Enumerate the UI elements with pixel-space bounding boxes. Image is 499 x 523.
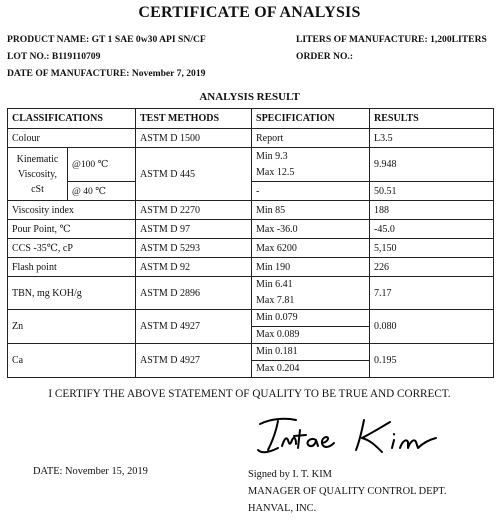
result-cell: 5,150 — [370, 239, 494, 258]
mfg-date-value: November 7, 2019 — [131, 68, 206, 79]
column-header: SPECIFICATION — [252, 109, 370, 129]
temperature-cell: @ 40 ℃ — [68, 182, 136, 201]
spec-cell — [252, 148, 370, 182]
mfg-date-line — [7, 68, 205, 79]
kinematic-viscosity-label — [8, 148, 68, 201]
spec-cell — [252, 344, 370, 378]
classification-cell: CCS -35℃, cP — [8, 239, 136, 258]
issue-date: DATE: November 15, 2019 — [33, 466, 148, 477]
spec-cell: Max -36.0 — [252, 220, 370, 239]
liters-line — [296, 34, 487, 45]
result-cell: -45.0 — [370, 220, 494, 239]
result-cell: 0.195 — [370, 344, 494, 378]
classification-cell: Flash point — [8, 258, 136, 277]
spec-cell: - — [252, 182, 370, 201]
method-cell: ASTM D 1500 — [136, 129, 252, 148]
result-cell: 9.948 — [370, 148, 494, 182]
table-row — [8, 344, 494, 378]
kinematic-label-line: Kinematic — [16, 153, 59, 165]
result-cell: 188 — [370, 201, 494, 220]
spec-min: Min 0.181 — [252, 344, 369, 361]
method-cell: ASTM D 92 — [136, 258, 252, 277]
product-name-line — [7, 34, 206, 45]
signed-by: Signed by I. T. KIM — [248, 469, 332, 480]
result-cell: 50.51 — [370, 182, 494, 201]
method-cell: ASTM D 2270 — [136, 201, 252, 220]
spec-max: Max 7.81 — [256, 295, 295, 306]
certificate-title: CERTIFICATE OF ANALYSIS — [138, 4, 361, 21]
result-cell: 0.080 — [370, 310, 494, 344]
table-header-row — [8, 109, 494, 129]
analysis-heading: ANALYSIS RESULT — [199, 91, 300, 103]
signatory-position: MANAGER OF QUALITY CONTROL DEPT. — [248, 486, 447, 497]
spec-max: Max 0.089 — [256, 329, 300, 340]
mfg-date-label: DATE OF MANUFACTURE: — [7, 68, 130, 79]
classification-cell: TBN, mg KOH/g — [8, 277, 136, 310]
column-header: TEST METHODS — [136, 109, 252, 129]
spec-max: Max 12.5 — [256, 166, 295, 178]
product-name-value: GT 1 SAE 0w30 API SN/CF — [91, 34, 206, 45]
table-row — [8, 129, 494, 148]
spec-cell — [252, 277, 370, 310]
method-cell: ASTM D 4927 — [136, 310, 252, 344]
lot-value: B119110709 — [51, 51, 101, 62]
classification-cell: Pour Point, ℃ — [8, 220, 136, 239]
spec-min: Min 6.41 — [256, 279, 293, 290]
column-header: RESULTS — [370, 109, 494, 129]
table-row — [8, 201, 494, 220]
certification-statement: I CERTIFY THE ABOVE STATEMENT OF QUALITY TO BE TRUE AND CORRECT. — [48, 388, 451, 400]
spec-min: Min 9.3 — [256, 150, 288, 162]
lot-line — [7, 51, 100, 62]
result-cell: 226 — [370, 258, 494, 277]
result-cell: L3.5 — [370, 129, 494, 148]
result-cell: 7.17 — [370, 277, 494, 310]
product-name-label: PRODUCT NAME: — [7, 34, 90, 45]
company-name: HANVAL, INC. — [248, 503, 317, 514]
classification-cell: Colour — [8, 129, 136, 148]
table-row — [8, 239, 494, 258]
table-row — [8, 220, 494, 239]
spec-cell — [252, 310, 370, 344]
classification-cell: Ca — [8, 344, 136, 378]
temperature-cell: @100 ℃ — [68, 148, 136, 182]
method-cell: ASTM D 5293 — [136, 239, 252, 258]
classification-cell: Zn — [8, 310, 136, 344]
table-row — [8, 310, 494, 344]
analysis-table — [7, 108, 494, 378]
column-header: CLASSIFICATIONS — [8, 109, 136, 129]
method-cell: ASTM D 2896 — [136, 277, 252, 310]
order-label: ORDER NO.: — [296, 51, 354, 62]
spec-cell: Min 190 — [252, 258, 370, 277]
liters-label: LITERS OF MANUFACTURE: — [296, 34, 428, 45]
table-row — [8, 277, 494, 310]
kinematic-label-line: cSt — [31, 183, 44, 195]
table-row — [8, 258, 494, 277]
spec-cell: Report — [252, 129, 370, 148]
method-cell: ASTM D 97 — [136, 220, 252, 239]
classification-cell: Viscosity index — [8, 201, 136, 220]
method-cell: ASTM D 445 — [136, 148, 252, 201]
order-line — [296, 51, 353, 62]
kinematic-label-line: Viscosity, — [17, 168, 58, 180]
spec-cell: Max 6200 — [252, 239, 370, 258]
handwritten-signature — [252, 410, 472, 460]
signatory-block — [248, 466, 446, 517]
spec-max: Max 0.204 — [256, 363, 300, 374]
lot-label: LOT NO.: — [7, 51, 50, 62]
table-row — [8, 148, 494, 182]
spec-min: Min 0.079 — [252, 310, 369, 327]
spec-cell: Min 85 — [252, 201, 370, 220]
method-cell: ASTM D 4927 — [136, 344, 252, 378]
liters-value: 1,200LITERS — [430, 34, 487, 45]
